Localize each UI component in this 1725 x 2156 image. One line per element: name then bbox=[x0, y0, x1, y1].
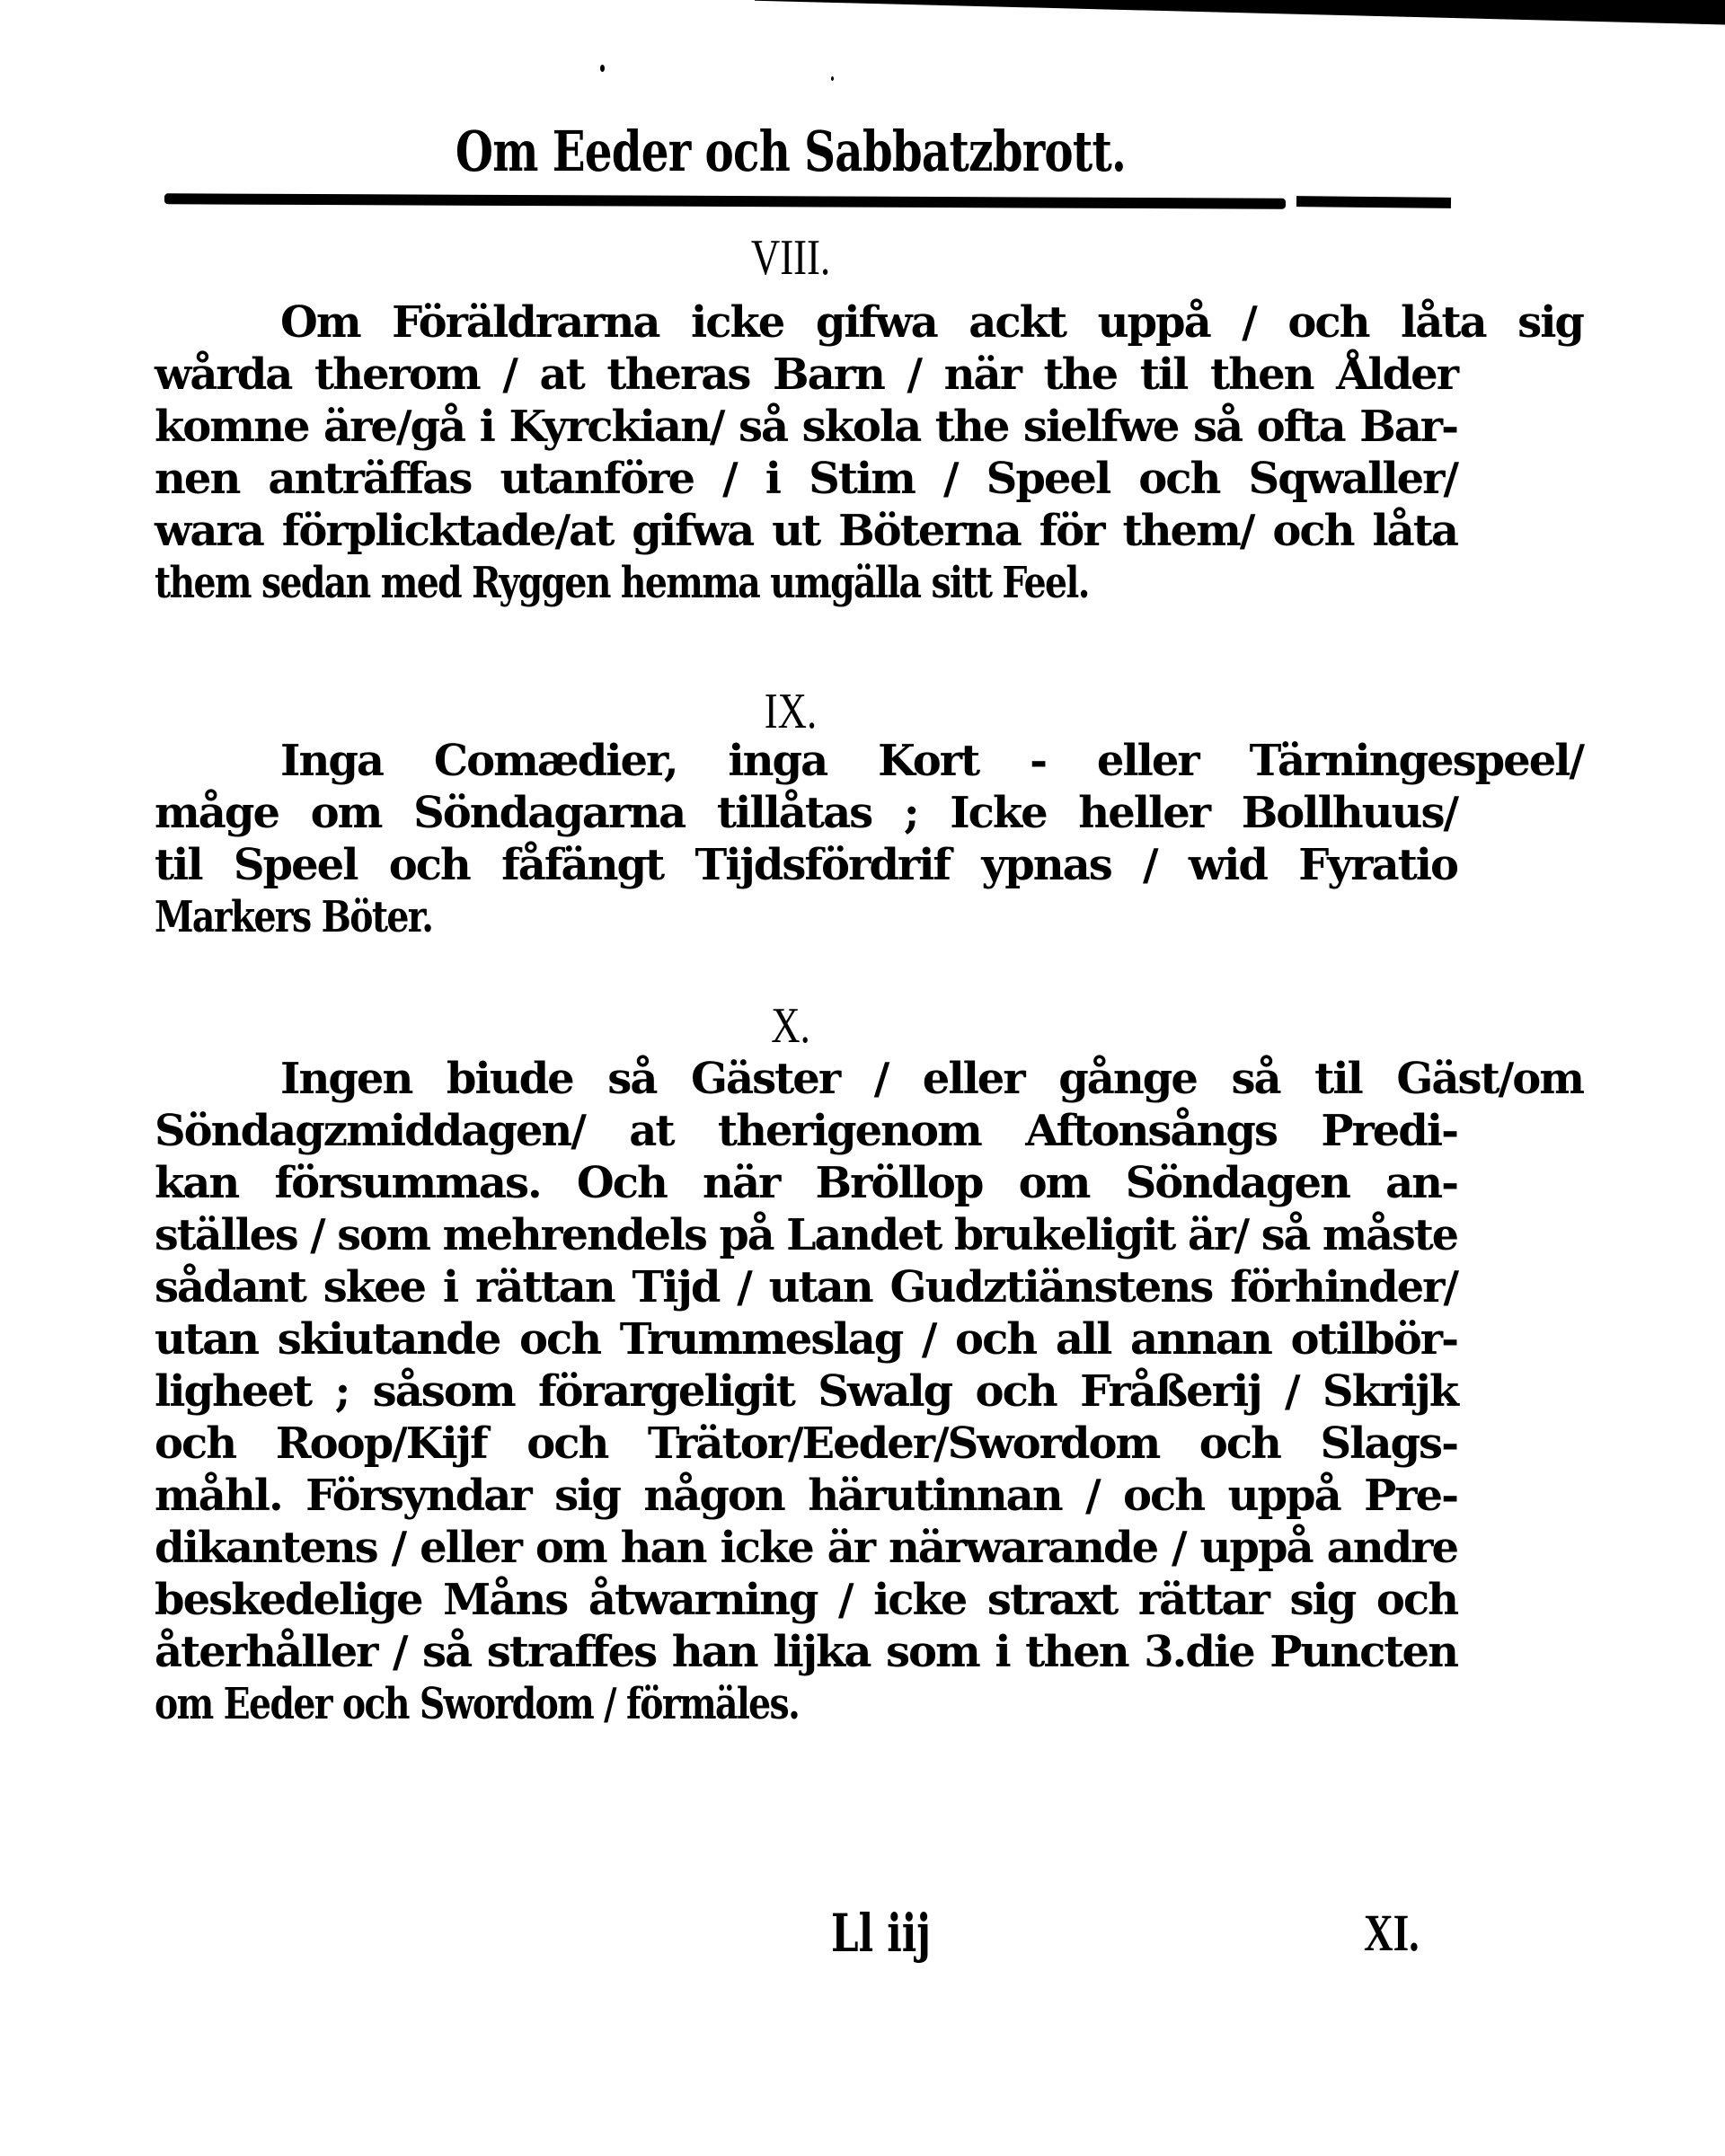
section-ix-text bbox=[155, 735, 1583, 943]
text-line: ställes / som mehrendels på Landet brukeligit är/ så måste bbox=[155, 1210, 1457, 1260]
text-line: och Roop/Kijf och Trätor/Eeder/Swordom och Slags- bbox=[155, 1418, 1457, 1469]
section-number-viii: VIII. bbox=[750, 230, 831, 286]
text-line: Ingen biude så Gäster / eller gånge så til Gäst/om bbox=[280, 1054, 1583, 1104]
catchword: XI. bbox=[1364, 1904, 1420, 1962]
ink-speck bbox=[831, 76, 834, 81]
text-line: Söndagzmiddagen/ at therigenom Aftonsångs Predi- bbox=[155, 1106, 1457, 1156]
header-rule-tail bbox=[1296, 196, 1451, 208]
text-line: sådant skee i rättan Tijd / utan Gudztiänstens förhinder/ bbox=[155, 1262, 1457, 1312]
text-line: återhåller / så straffes han lijka som i then 3.die Puncten bbox=[155, 1627, 1457, 1677]
header-rule bbox=[164, 193, 1286, 208]
text-line: om Eeder och Swordom / förmäles. bbox=[155, 1679, 800, 1729]
scan-border-shadow bbox=[755, 0, 1725, 36]
text-line: beskedelige Måns åtwarning / icke straxt rättar sig och bbox=[155, 1575, 1457, 1625]
text-line: kan försummas. Och när Bröllop om Söndagen an- bbox=[155, 1158, 1457, 1208]
text-line: utan skiutande och Trummeslag / och all annan otilbör- bbox=[155, 1314, 1457, 1365]
running-head: Om Eeder och Sabbatzbrott. bbox=[455, 119, 1127, 184]
section-x-text bbox=[155, 1053, 1583, 1730]
text-line: Om Föräldrarna icke gifwa ackt uppå / och låta sig bbox=[280, 297, 1583, 348]
text-line: wårda therom / at theras Barn / när the til then Ålder bbox=[155, 349, 1457, 400]
text-line: Markers Böter. bbox=[155, 892, 433, 942]
ink-speck bbox=[600, 65, 605, 72]
text-line: nen anträffas utanföre / i Stim / Speel och Sqwaller/ bbox=[155, 454, 1457, 504]
text-line: Inga Comædier, inga Kort - eller Tärningespeel/ bbox=[280, 736, 1583, 786]
section-viii-text bbox=[155, 296, 1583, 609]
text-line: måge om Söndagarna tillåtas ; Icke heller Bollhuus/ bbox=[155, 788, 1457, 838]
text-line: ligheet ; såsom förargeligit Swalg och Fråßerij / Skrijk bbox=[155, 1366, 1457, 1417]
signature-mark: Ll iij bbox=[831, 1903, 932, 1964]
section-number-x: X. bbox=[771, 998, 810, 1054]
section-number-ix: IX. bbox=[764, 684, 818, 739]
text-line: måhl. Försyndar sig någon härutinnan / och uppå Pre- bbox=[155, 1471, 1457, 1521]
text-line: them sedan med Ryggen hemma umgälla sitt Feel. bbox=[155, 558, 1089, 608]
text-line: wara förplicktade/at gifwa ut Böterna för them/ och låta bbox=[155, 506, 1457, 556]
text-line: dikantens / eller om han icke är närwarande / uppå andre bbox=[155, 1523, 1457, 1573]
text-line: komne äre/gå i Kyrckian/ så skola the sielfwe så ofta Bar- bbox=[155, 402, 1457, 452]
text-line: til Speel och fåfängt Tijdsfördrif ypnas / wid Fyratio bbox=[155, 840, 1457, 890]
